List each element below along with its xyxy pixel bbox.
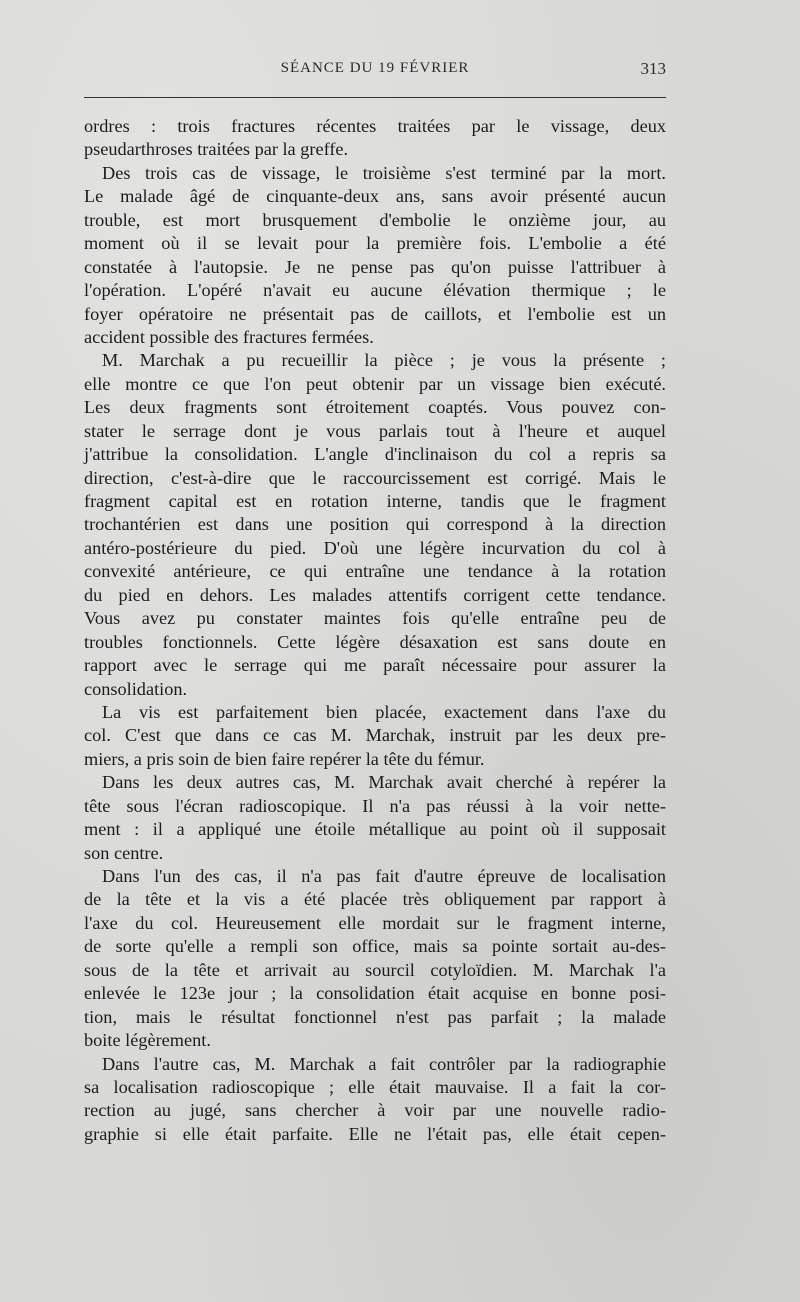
page-number: 313 [640,59,666,78]
text-line: tion, mais le résultat fonctionnel n'est pas parfait ; la malade [84,1006,666,1027]
text-line: Dans l'un des cas, il n'a pas fait d'autre épreuve de localisation [102,866,666,886]
text-line: graphie si elle était parfaite. Elle ne l'était pas, elle était cepen- [84,1123,666,1144]
text-line: Le malade âgé de cinquante-deux ans, sans avoir présenté aucun [84,186,666,207]
text-line: stater le serrage dont je vous parlais tout à l'heure et auquel [84,420,666,441]
text-line: enlevée le 123e jour ; la consolidation était acquise en bonne posi- [84,983,666,1004]
text-line: constatée à l'autopsie. Je ne pense pas qu'on puisse l'attribuer à [84,256,666,277]
text-line: rapport avec le serrage qui me paraît nécessaire pour assurer la [84,655,666,676]
text-line: foyer opératoire ne présentait pas de caillots, et l'embolie est un [84,303,666,324]
text-line: accident possible des fractures fermées. [84,326,374,347]
text-line: convexité antérieure, ce qui entraîne une tendance à la rotation [84,561,666,582]
text-line: trouble, est mort brusquement d'embolie le onzième jour, au [84,209,666,230]
text-line: sous de la tête et arrivait au sourcil cotyloïdien. M. Marchak l'a [84,959,666,980]
text-line: M. Marchak a pu recueillir la pièce ; je vous la présente ; [102,350,666,371]
text-line: j'attribue la consolidation. L'angle d'inclinaison du col a repris sa [84,444,666,465]
text-line: La vis est parfaitement bien placée, exactement dans l'axe du [102,701,666,722]
text-line: fragment capital est en rotation interne, tandis que le fragment [84,491,666,511]
running-header [84,56,666,86]
text-line: Des trois cas de vissage, le troisième s'est terminé par la mort. [102,162,666,183]
header-rule [84,97,666,98]
text-line: Dans les deux autres cas, M. Marchak avait cherché à repérer la [102,772,666,793]
text-line: rection au jugé, sans chercher à voir par une nouvelle radio- [84,1100,666,1121]
text-line: boite légèrement. [84,1030,211,1051]
text-line: de sorte qu'elle a rempli son office, mais sa pointe sortait au-des- [84,936,666,957]
text-line: ment : il a appliqué une étoile métallique au point où il supposait [84,819,666,840]
text-line: Les deux fragments sont étroitement coaptés. Vous pouvez con- [84,397,666,418]
text-line: col. C'est que dans ce cas M. Marchak, instruit par les deux pre- [84,725,666,746]
body-text [84,115,666,1146]
text-line: pseudarthroses traitées par la greffe. [84,139,349,160]
text-line: de la tête et la vis a été placée très obliquement par rapport à [84,889,666,910]
text-line: direction, c'est-à-dire que le raccourcissement est corrigé. Mais le [84,467,666,488]
text-line: Dans l'autre cas, M. Marchak a fait contrôler par la radiographie [102,1053,666,1074]
text-line: sa localisation radioscopique ; elle était mauvaise. Il a fait la cor- [84,1076,666,1097]
text-line: antéro-postérieure du pied. D'où une légère incurvation du col à [84,537,666,558]
text-line: consolidation. [84,678,188,699]
text-line: l'axe du col. Heureusement elle mordait sur le fragment interne, [84,912,666,933]
text-line: l'opération. L'opéré n'avait eu aucune élévation thermique ; le [84,280,666,301]
text-line: miers, a pris soin de bien faire repérer la tête du fémur. [84,748,485,769]
text-line: troubles fonctionnels. Cette légère désaxation est sans doute en [84,631,666,652]
text-line: ordres : trois fractures récentes traitées par le vissage, deux [84,116,666,136]
text-line: son centre. [84,842,164,863]
text-line: moment où il se levait pour la première fois. L'embolie a été [84,233,666,254]
header-title: SÉANCE DU 19 FÉVRIER [280,60,470,76]
text-line: tête sous l'écran radioscopique. Il n'a pas réussi à la voir nette- [84,795,666,816]
text-line: du pied en dehors. Les malades attentifs corrigent cette tendance. [84,584,666,605]
text-line: Vous avez pu constater maintes fois qu'elle entraîne peu de [84,608,666,629]
text-line: elle montre ce que l'on peut obtenir par un vissage bien exécuté. [84,373,666,394]
text-line: trochantérien est dans une position qui correspond à la direction [84,514,666,535]
